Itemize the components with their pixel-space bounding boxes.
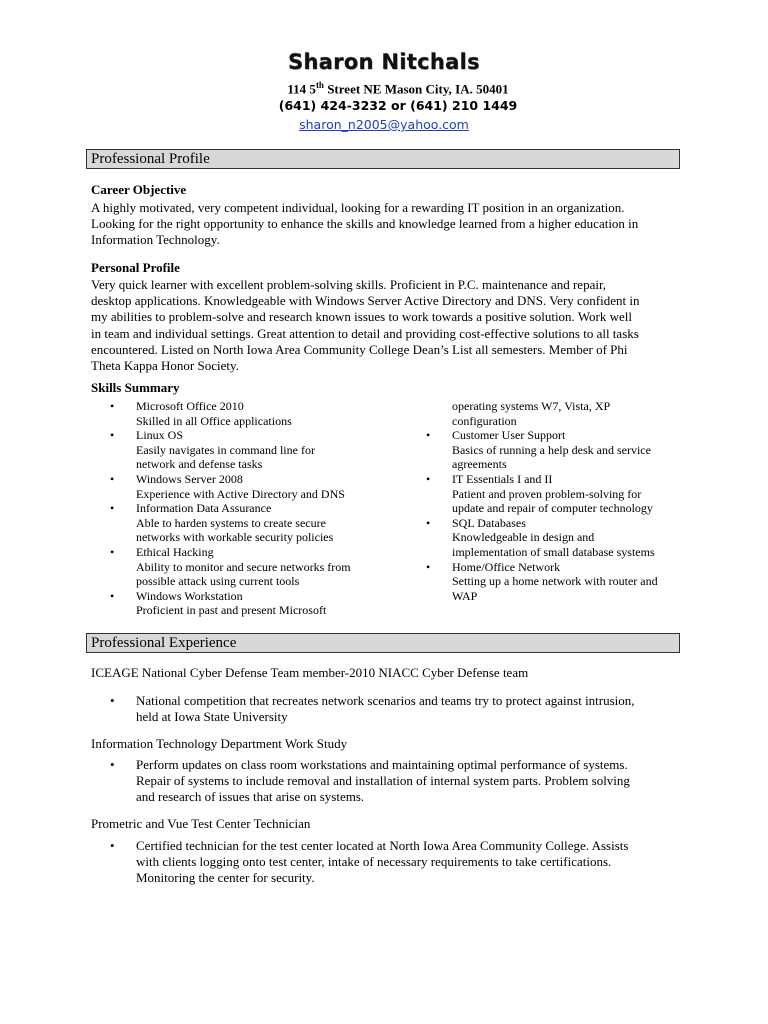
text-line: encountered. Listed on North Iowa Area Community College Dean’s List all semesters. Member of Phi xyxy=(91,341,628,357)
text-line: held at Iowa State University xyxy=(136,709,288,724)
skill-item xyxy=(426,516,686,560)
text-line: Monitoring the center for security. xyxy=(136,870,315,885)
text-line: Information Technology. xyxy=(91,232,220,248)
job-title: Prometric and Vue Test Center Technician xyxy=(91,816,311,831)
candidate-name: Sharon Nitchals xyxy=(288,50,480,74)
bullet: • xyxy=(110,757,115,772)
skill-detail: implementation of small database systems xyxy=(452,544,655,559)
skill-item xyxy=(110,589,410,618)
section-heading-experience: Professional Experience xyxy=(86,633,680,653)
bullet: • xyxy=(110,544,115,559)
text-line: and research of issues that arise on systems. xyxy=(136,789,365,804)
skill-continuation xyxy=(426,399,686,428)
text-line: Repair of systems to include removal and installation of internal system parts. Problem solving xyxy=(136,773,630,788)
bullet: • xyxy=(110,399,115,413)
bullet: • xyxy=(426,471,431,486)
bullet: • xyxy=(426,428,431,443)
skill-detail: possible attack using current tools xyxy=(136,574,300,589)
job-title: ICEAGE National Cyber Defense Team member-2010 NIACC Cyber Defense team xyxy=(91,665,529,680)
text-line: desktop applications. Knowledgeable with Windows Server Active Directory and DNS. Very confident in xyxy=(91,293,640,309)
text-line: A highly motivated, very competent individual, looking for a rewarding IT position in an organization. xyxy=(91,200,625,215)
skill-title: Windows Workstation xyxy=(136,588,243,603)
skill-detail: update and repair of computer technology xyxy=(452,501,653,516)
skill-title: Ethical Hacking xyxy=(136,544,214,559)
skill-detail: Setting up a home network with router and xyxy=(452,574,658,589)
bullet: • xyxy=(110,838,115,853)
bullet: • xyxy=(426,559,431,574)
skill-detail: WAP xyxy=(452,588,478,603)
skill-detail: networks with workable security policies xyxy=(136,530,334,545)
skill-detail: configuration xyxy=(452,413,517,428)
skill-title: Microsoft Office 2010 xyxy=(136,399,244,413)
skill-item xyxy=(110,472,410,501)
skill-title: Customer User Support xyxy=(452,428,566,443)
career-objective-heading: Career Objective xyxy=(91,182,187,197)
career-objective-text xyxy=(91,200,681,249)
job-bullet xyxy=(110,838,682,886)
skill-item xyxy=(426,472,686,516)
text-line: with clients logging onto test center, intake of necessary requirements to take certifications. xyxy=(136,854,612,869)
text-line: Looking for the right opportunity to enhance the skills and knowledge learned from a higher education in xyxy=(91,216,639,232)
text-line: National competition that recreates network scenarios and teams try to protect against intrusion, xyxy=(136,693,635,708)
text-line: Certified technician for the test center located at North Iowa Area Community College. Assists xyxy=(136,838,629,853)
skill-detail: Skilled in all Office applications xyxy=(136,413,292,428)
personal-profile-heading: Personal Profile xyxy=(91,260,180,275)
job-title: Information Technology Department Work Study xyxy=(91,736,348,751)
job-bullet xyxy=(110,693,682,725)
personal-profile-text xyxy=(91,277,681,374)
job-bullet xyxy=(110,757,682,805)
street-address: 114 5th Street NE Mason City, IA. 50401 xyxy=(287,80,509,97)
skill-item xyxy=(426,560,686,604)
skill-detail: Proficient in past and present Microsoft xyxy=(136,603,327,618)
text-line: Perform updates on class room workstations and maintaining optimal performance of systems. xyxy=(136,757,628,772)
skill-detail: Ability to monitor and secure networks from xyxy=(136,559,351,574)
bullet: • xyxy=(110,471,115,486)
bullet: • xyxy=(110,588,115,603)
skills-column-right xyxy=(426,399,686,603)
skill-detail: Able to harden systems to create secure xyxy=(136,515,326,530)
skills-column-left xyxy=(110,399,410,618)
skill-detail: network and defense tasks xyxy=(136,457,263,472)
text-line: in team and individual settings. Great attention to detail and providing cost-effective solutions to all tasks xyxy=(91,325,639,341)
text-line: Theta Kappa Honor Society. xyxy=(91,358,239,374)
text-line: Very quick learner with excellent problem-solving skills. Proficient in P.C. maintenance and repair, xyxy=(91,277,607,292)
skill-detail: operating systems W7, Vista, XP xyxy=(452,399,611,413)
skill-detail: agreements xyxy=(452,457,507,472)
skill-detail: Patient and proven problem-solving for xyxy=(452,486,642,501)
bullet: • xyxy=(110,501,115,516)
skill-title: Home/Office Network xyxy=(452,559,561,574)
skill-detail: Knowledgeable in design and xyxy=(452,530,595,545)
skill-title: SQL Databases xyxy=(452,515,526,530)
skill-detail: Basics of running a help desk and service xyxy=(452,442,651,457)
skill-title: Linux OS xyxy=(136,428,184,443)
skill-title: Windows Server 2008 xyxy=(136,471,243,486)
skill-item xyxy=(110,545,410,589)
section-heading-profile: Professional Profile xyxy=(86,149,680,169)
text-line: my abilities to problem-solve and research known issues to work towards a positive solution. Work well xyxy=(91,309,633,325)
bullet: • xyxy=(110,693,115,708)
email-link[interactable]: sharon_n2005@yahoo.com xyxy=(299,117,469,132)
skill-item xyxy=(110,501,410,545)
skill-detail: Easily navigates in command line for xyxy=(136,442,315,457)
bullet: • xyxy=(426,515,431,530)
skill-detail: Experience with Active Directory and DNS xyxy=(136,486,345,501)
skill-title: IT Essentials I and II xyxy=(452,471,553,486)
skills-summary-heading: Skills Summary xyxy=(91,380,180,395)
skill-item xyxy=(426,428,686,472)
skill-item xyxy=(110,399,410,428)
bullet: • xyxy=(110,428,115,443)
skill-item xyxy=(110,428,410,472)
skill-title: Information Data Assurance xyxy=(136,501,272,516)
phone-numbers: (641) 424-3232 or (641) 210 1449 xyxy=(278,98,518,113)
